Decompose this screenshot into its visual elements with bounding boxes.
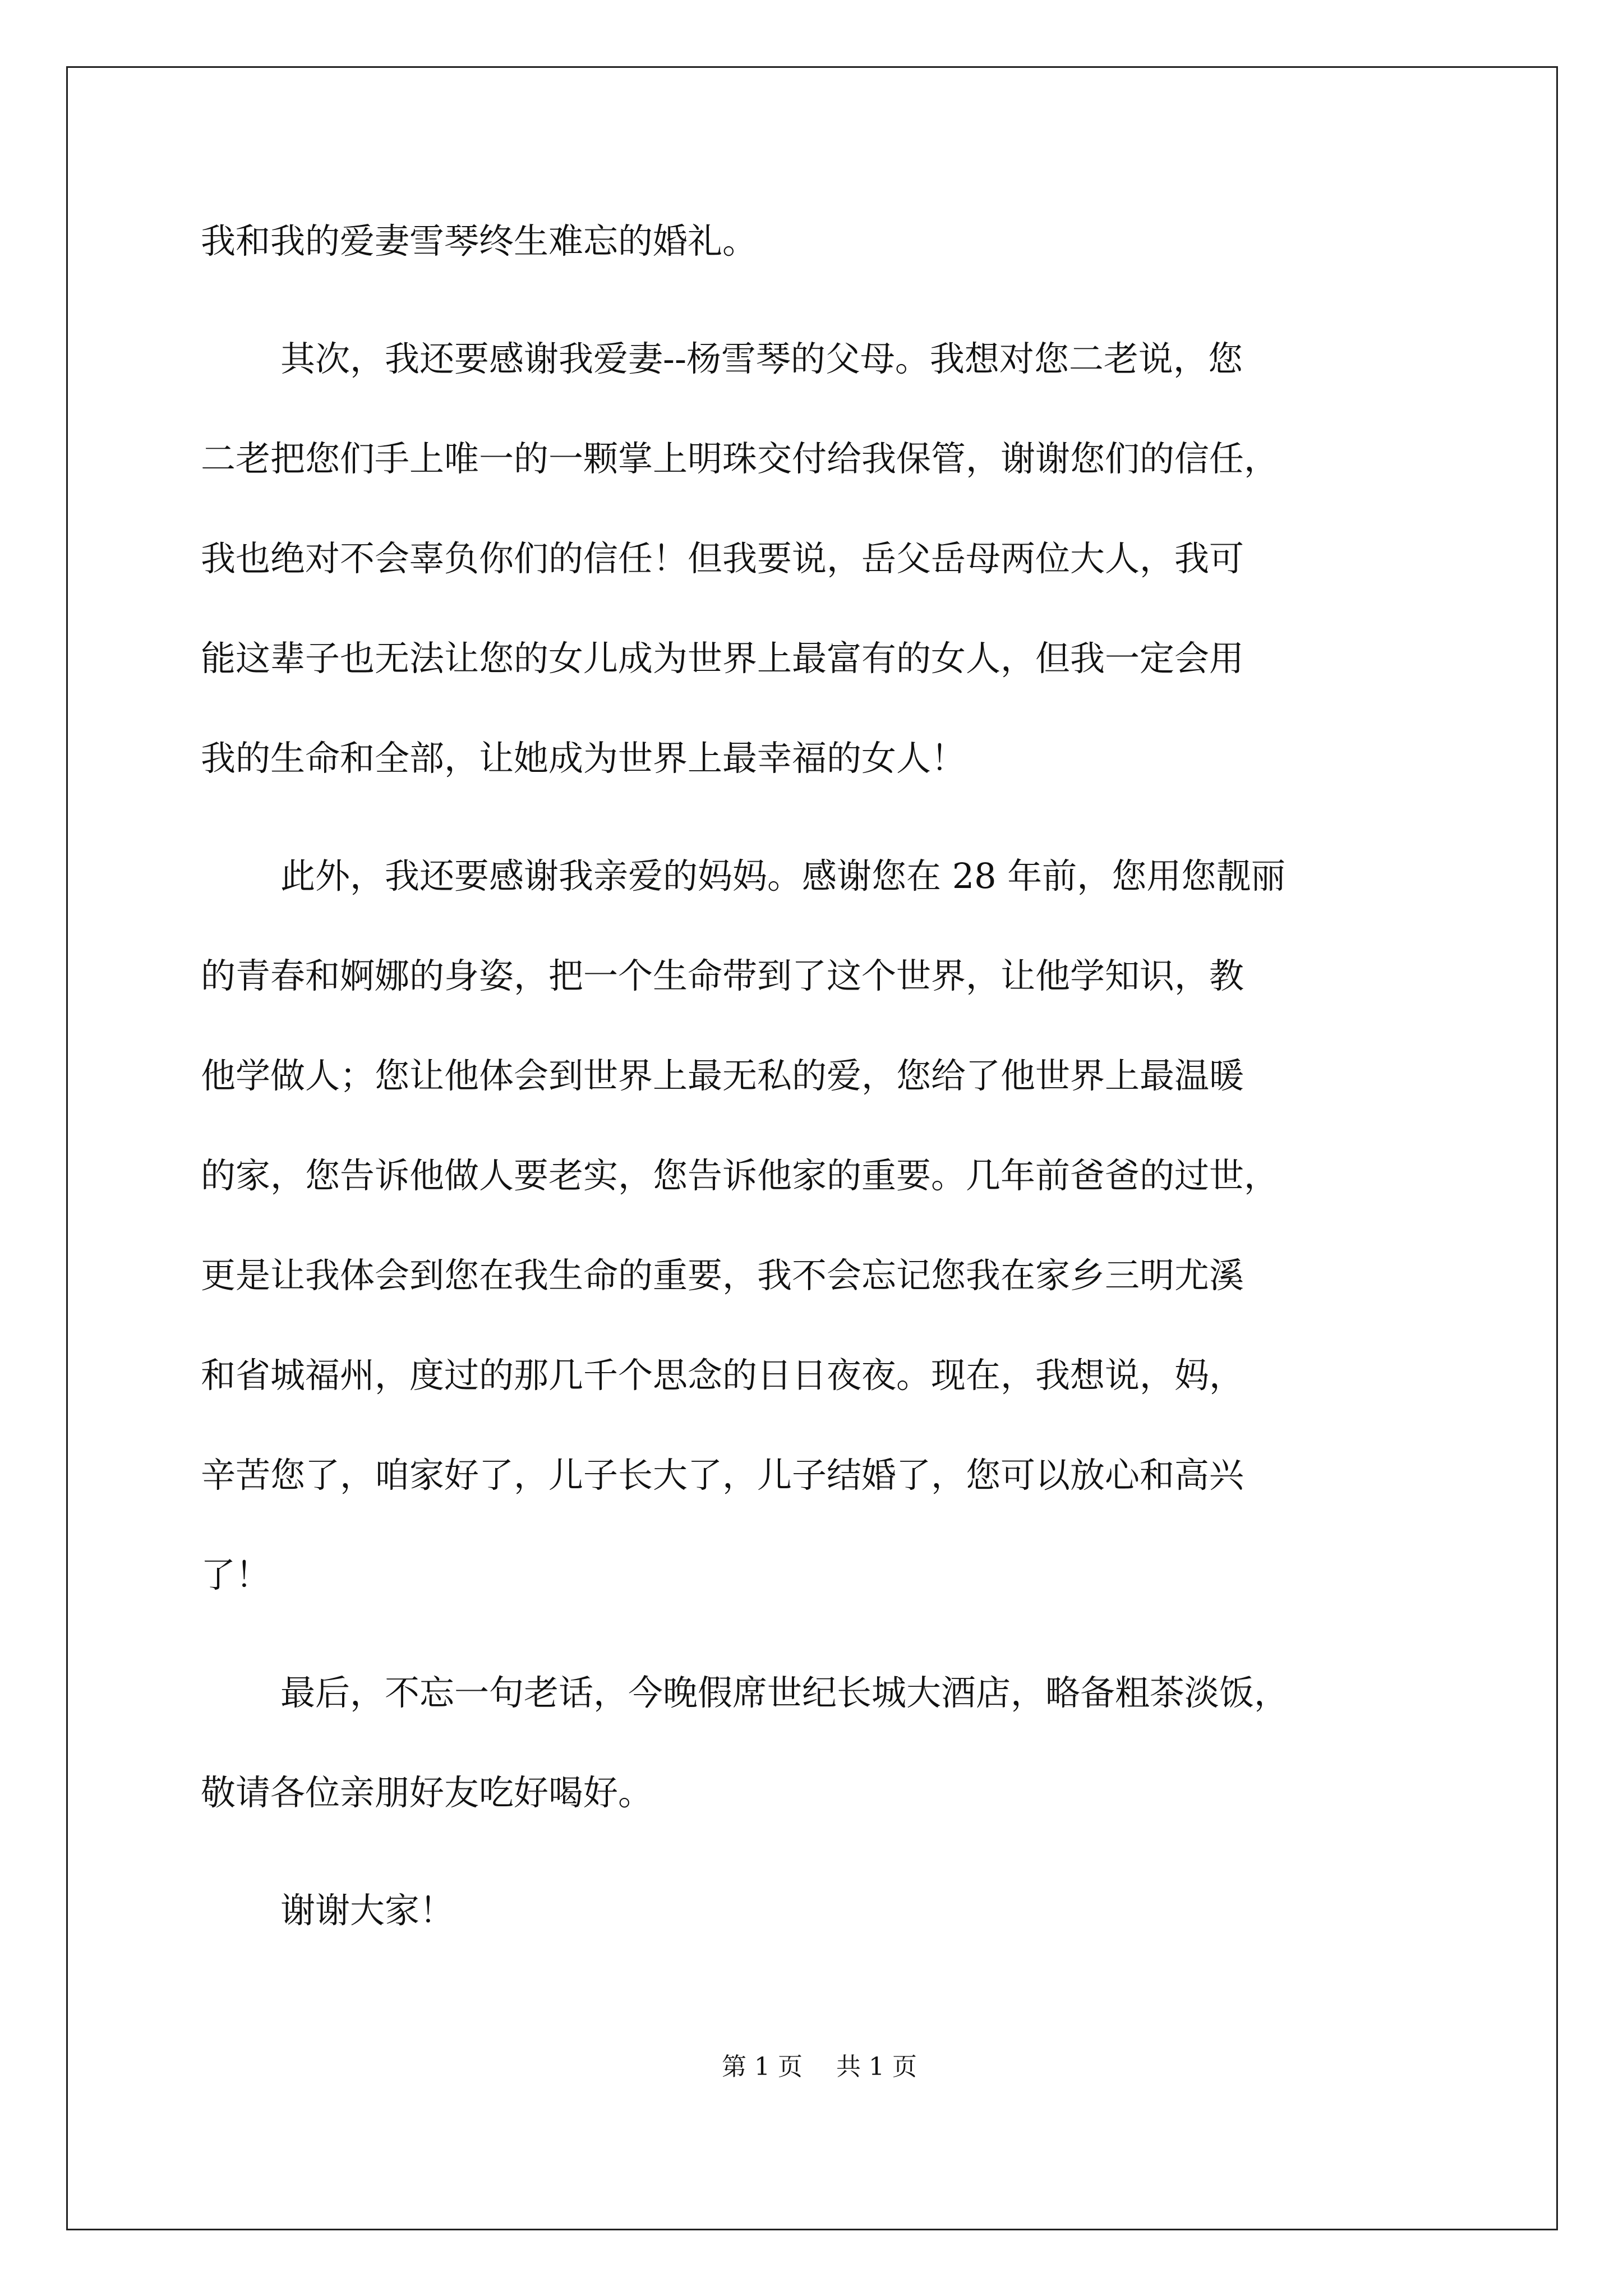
text-line: 我的生命和全部，让她成为世界上最幸福的女人！ bbox=[201, 738, 966, 779]
text-line: 他学做人；您让他体会到世界上最无私的爱，您给了他世界上最温暖 bbox=[201, 1055, 1244, 1096]
text-line: 我和我的爱妻雪琴终生难忘的婚礼。 bbox=[201, 220, 758, 261]
text-line: 最后，不忘一句老话，今晚假席世纪长城大酒店，略备粗茶淡饭， bbox=[280, 1672, 1289, 1713]
text-line: 能这辈子也无法让您的女儿成为世界上最富有的女人，但我一定会用 bbox=[201, 638, 1244, 679]
text-line: 和省城福州，度过的那几千个思念的日日夜夜。现在，我想说，妈， bbox=[201, 1355, 1244, 1396]
text-line: 此外，我还要感谢我亲爱的妈妈。感谢您在 28 年前，您用您靓丽 bbox=[280, 855, 1286, 896]
text-line: 辛苦您了，咱家好了，儿子长大了，儿子结婚了，您可以放心和高兴 bbox=[201, 1455, 1244, 1496]
text-line: 的青春和婀娜的身姿，把一个生命带到了这个世界，让他学知识，教 bbox=[201, 955, 1244, 996]
text-line: 了！ bbox=[201, 1554, 271, 1595]
text-line: 的家，您告诉他做人要老实，您告诉他家的重要。几年前爸爸的过世， bbox=[201, 1155, 1279, 1196]
text-line: 敬请各位亲朋好友吃好喝好。 bbox=[201, 1772, 653, 1813]
page-number: 第 1 页 bbox=[722, 2053, 803, 2081]
text-line: 更是让我体会到您在我生命的重要，我不会忘记您我在家乡三明尤溪 bbox=[201, 1255, 1244, 1296]
text-line: 我也绝对不会辜负你们的信任！但我要说，岳父岳母两位大人，我可 bbox=[201, 538, 1244, 579]
text-line: 二老把您们手上唯一的一颗掌上明珠交付给我保管，谢谢您们的信任， bbox=[201, 438, 1279, 479]
text-line: 谢谢大家！ bbox=[280, 1890, 455, 1931]
page-total: 共 1 页 bbox=[836, 2053, 917, 2081]
text-line: 其次，我还要感谢我爱妻--杨雪琴的父母。我想对您二老说，您 bbox=[280, 338, 1243, 379]
page-footer bbox=[0, 2017, 1623, 2084]
